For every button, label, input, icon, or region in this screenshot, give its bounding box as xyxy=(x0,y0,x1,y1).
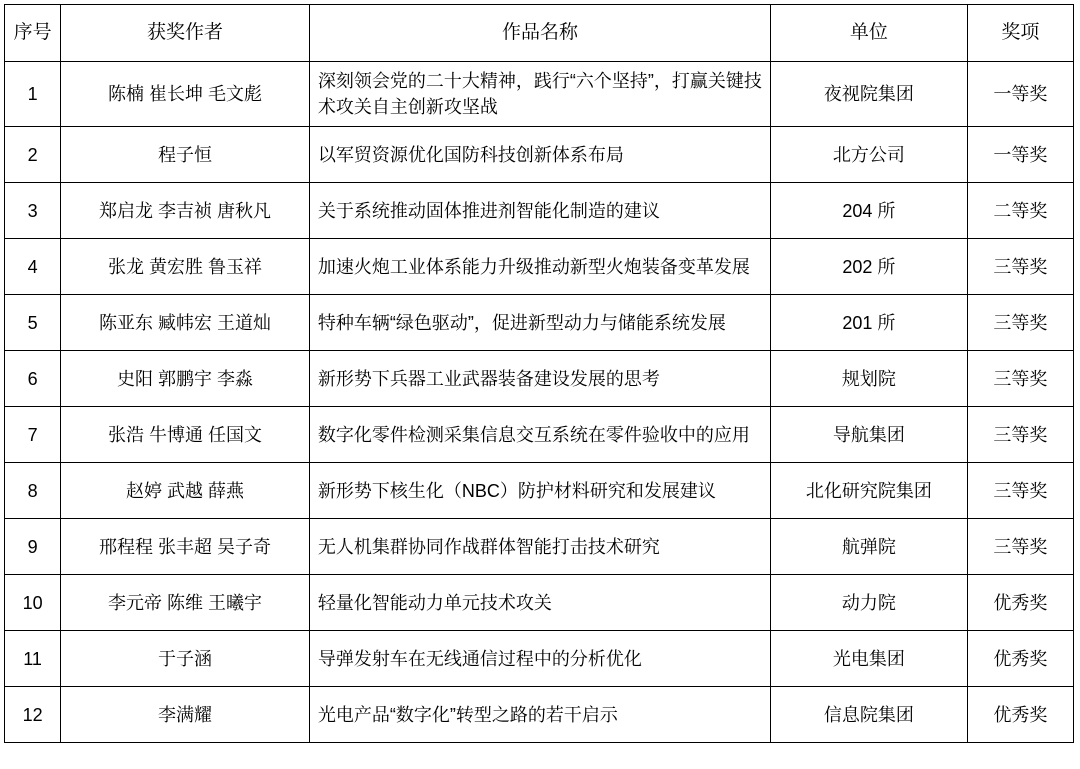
cell-unit: 光电集团 xyxy=(771,631,968,687)
table-row xyxy=(5,127,1074,183)
cell-title: 新形势下兵器工业武器装备建设发展的思考 xyxy=(309,351,770,407)
cell-award: 优秀奖 xyxy=(967,687,1073,743)
cell-award: 优秀奖 xyxy=(967,631,1073,687)
cell-unit: 夜视院集团 xyxy=(771,62,968,127)
cell-unit: 202 所 xyxy=(771,239,968,295)
cell-no: 2 xyxy=(5,127,61,183)
cell-award: 三等奖 xyxy=(967,463,1073,519)
cell-no: 1 xyxy=(5,62,61,127)
cell-title: 无人机集群协同作战群体智能打击技术研究 xyxy=(309,519,770,575)
cell-award: 三等奖 xyxy=(967,295,1073,351)
cell-unit: 201 所 xyxy=(771,295,968,351)
cell-award: 三等奖 xyxy=(967,239,1073,295)
cell-unit: 动力院 xyxy=(771,575,968,631)
table-row xyxy=(5,519,1074,575)
cell-unit: 导航集团 xyxy=(771,407,968,463)
cell-title: 加速火炮工业体系能力升级推动新型火炮装备变革发展 xyxy=(309,239,770,295)
cell-no: 6 xyxy=(5,351,61,407)
cell-authors: 李满耀 xyxy=(61,687,310,743)
column-header-authors: 获奖作者 xyxy=(61,5,310,62)
cell-title: 特种车辆“绿色驱动”，促进新型动力与储能系统发展 xyxy=(309,295,770,351)
cell-unit: 规划院 xyxy=(771,351,968,407)
cell-title: 新形势下核生化（NBC）防护材料研究和发展建议 xyxy=(309,463,770,519)
cell-authors: 于子涵 xyxy=(61,631,310,687)
cell-authors: 李元帝 陈维 王曦宇 xyxy=(61,575,310,631)
cell-authors: 陈楠 崔长坤 毛文彪 xyxy=(61,62,310,127)
cell-unit: 北方公司 xyxy=(771,127,968,183)
table-row xyxy=(5,463,1074,519)
table-header-row xyxy=(5,5,1074,62)
column-header-unit: 单位 xyxy=(771,5,968,62)
cell-unit: 北化研究院集团 xyxy=(771,463,968,519)
cell-authors: 张浩 牛博通 任国文 xyxy=(61,407,310,463)
table-row xyxy=(5,631,1074,687)
cell-title: 数字化零件检测采集信息交互系统在零件验收中的应用 xyxy=(309,407,770,463)
cell-award: 三等奖 xyxy=(967,519,1073,575)
cell-award: 三等奖 xyxy=(967,407,1073,463)
table-row xyxy=(5,239,1074,295)
cell-unit: 204 所 xyxy=(771,183,968,239)
award-results-table xyxy=(4,4,1074,743)
cell-no: 8 xyxy=(5,463,61,519)
cell-award: 二等奖 xyxy=(967,183,1073,239)
table-row xyxy=(5,62,1074,127)
cell-award: 一等奖 xyxy=(967,127,1073,183)
table-header xyxy=(5,5,1074,62)
cell-title: 光电产品“数字化”转型之路的若干启示 xyxy=(309,687,770,743)
cell-no: 9 xyxy=(5,519,61,575)
table-body xyxy=(5,62,1074,743)
cell-title: 深刻领会党的二十大精神，践行“六个坚持”，打赢关键技术攻关自主创新攻坚战 xyxy=(309,62,770,127)
cell-title: 导弹发射车在无线通信过程中的分析优化 xyxy=(309,631,770,687)
cell-authors: 赵婷 武越 薛燕 xyxy=(61,463,310,519)
cell-award: 三等奖 xyxy=(967,351,1073,407)
cell-title: 轻量化智能动力单元技术攻关 xyxy=(309,575,770,631)
table-row xyxy=(5,687,1074,743)
cell-authors: 陈亚东 臧帏宏 王道灿 xyxy=(61,295,310,351)
column-header-award: 奖项 xyxy=(967,5,1073,62)
cell-no: 11 xyxy=(5,631,61,687)
table-row xyxy=(5,575,1074,631)
table-row xyxy=(5,295,1074,351)
cell-award: 一等奖 xyxy=(967,62,1073,127)
column-header-no: 序号 xyxy=(5,5,61,62)
cell-no: 7 xyxy=(5,407,61,463)
cell-title: 以军贸资源优化国防科技创新体系布局 xyxy=(309,127,770,183)
cell-no: 12 xyxy=(5,687,61,743)
cell-no: 10 xyxy=(5,575,61,631)
cell-authors: 邢程程 张丰超 吴子奇 xyxy=(61,519,310,575)
cell-authors: 程子恒 xyxy=(61,127,310,183)
cell-unit: 航弹院 xyxy=(771,519,968,575)
column-header-title: 作品名称 xyxy=(309,5,770,62)
cell-award: 优秀奖 xyxy=(967,575,1073,631)
table-row xyxy=(5,183,1074,239)
cell-authors: 史阳 郭鹏宇 李淼 xyxy=(61,351,310,407)
cell-no: 3 xyxy=(5,183,61,239)
cell-unit: 信息院集团 xyxy=(771,687,968,743)
cell-authors: 张龙 黄宏胜 鲁玉祥 xyxy=(61,239,310,295)
cell-authors: 郑启龙 李吉祯 唐秋凡 xyxy=(61,183,310,239)
cell-title: 关于系统推动固体推进剂智能化制造的建议 xyxy=(309,183,770,239)
table-row xyxy=(5,351,1074,407)
cell-no: 5 xyxy=(5,295,61,351)
cell-no: 4 xyxy=(5,239,61,295)
table-row xyxy=(5,407,1074,463)
